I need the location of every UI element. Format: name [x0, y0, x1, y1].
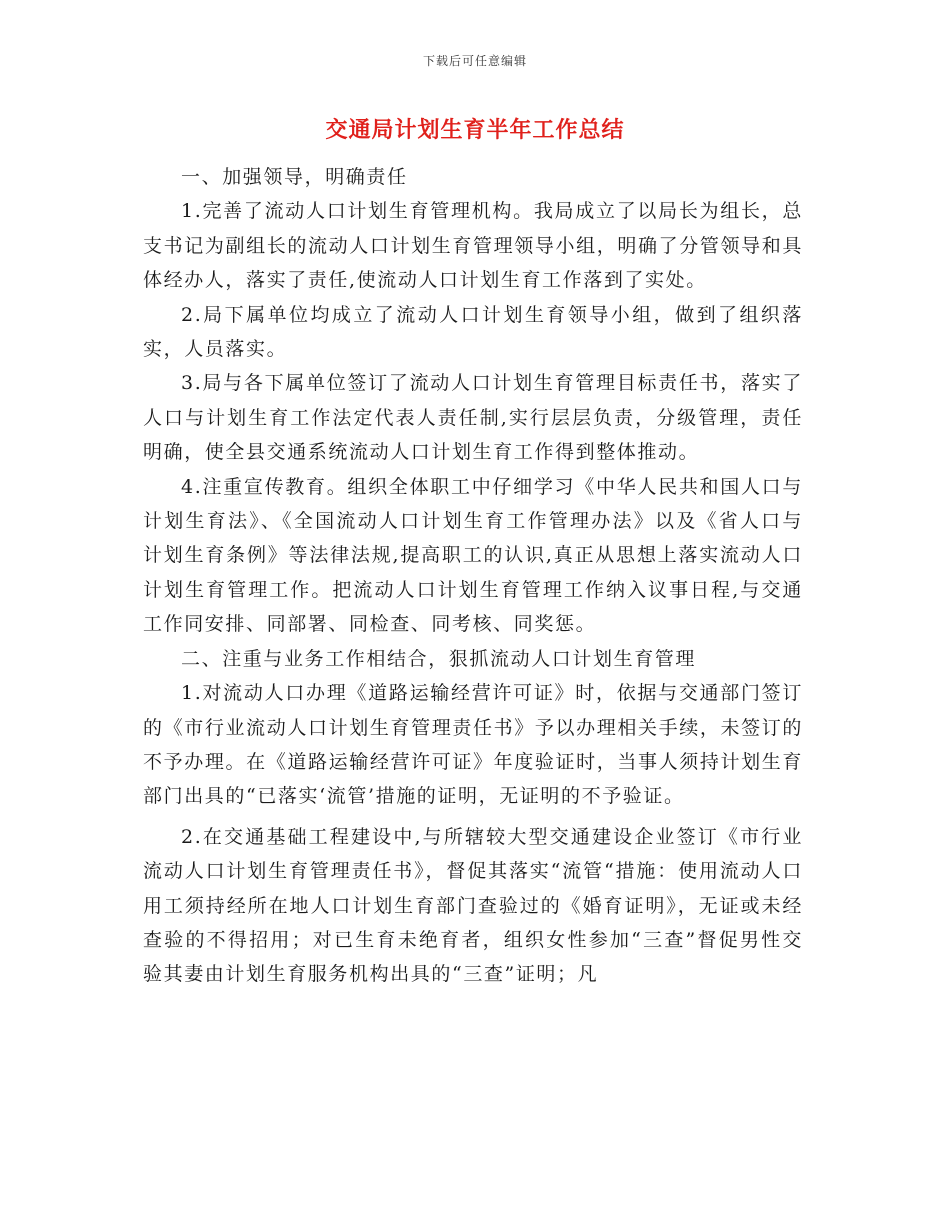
paragraph-1-2: 2.局下属单位均成立了流动人口计划生育领导小组，做到了组织落实，人员落实。 [143, 303, 803, 361]
section-heading-1: 一、加强领导，明确责任 [181, 166, 408, 188]
section-heading-2: 二、注重与业务工作相结合，狠抓流动人口计划生育管理 [181, 647, 697, 670]
paragraph-2-2: 2.在交通基础工程建设中,与所辖较大型交通建设企业签订《市行业流动人口计划生育管理责任书》，督促其落实“流管“措施：使用流动人口用工须持经所在地人口计划生育部门查验过的《婚育证明》，无证或未经查验的不得招用；对已生育未绝育者，组织女性参加“三查”督促男性交验其妻由计划生育服务机构出具的“三查”证明；凡 [143, 825, 803, 986]
paragraph-1-3: 3.局与各下属单位签订了流动人口计划生育管理目标责任书，落实了人口与计划生育工作法定代表人责任制,实行层层负责，分级管理，责任明确，使全县交通系统流动人口计划生育工作得到整体推动。 [143, 372, 803, 464]
paragraph-1-1: 1.完善了流动人口计划生育管理机构。我局成立了以局长为组长，总支书记为副组长的流动人口计划生育管理领导小组，明确了分管领导和具体经办人，落实了责任,使流动人口计划生育工作落到了实处。 [143, 200, 803, 292]
paragraph-2-1: 1.对流动人口办理《道路运输经营许可证》时，依据与交通部门签订的《市行业流动人口计划生育管理责任书》予以办理相关手续，未签订的不予办理。在《道路运输经营许可证》年度验证时，当事人须持计划生育部门出具的“已落实‘流管’措施的证明，无证明的不予验证。 [143, 682, 803, 808]
document-title: 交通局计划生育半年工作总结 [325, 117, 625, 143]
document-body [143, 160, 803, 992]
paragraph-1-4: 4.注重宣传教育。组织全体职工中仔细学习《中华人民共和国人口与计划生育法》、《全国流动人口计划生育工作管理办法》以及《省人口与计划生育条例》等法律法规,提高职工的认识,真正从思想上落实流动人口计划生育管理工作。把流动人口计划生育管理工作纳入议事日程,与交通工作同安排、同部署、同检查、同考核、同奖惩。 [143, 475, 803, 636]
header-note: 下载后可任意编辑 [422, 54, 527, 68]
